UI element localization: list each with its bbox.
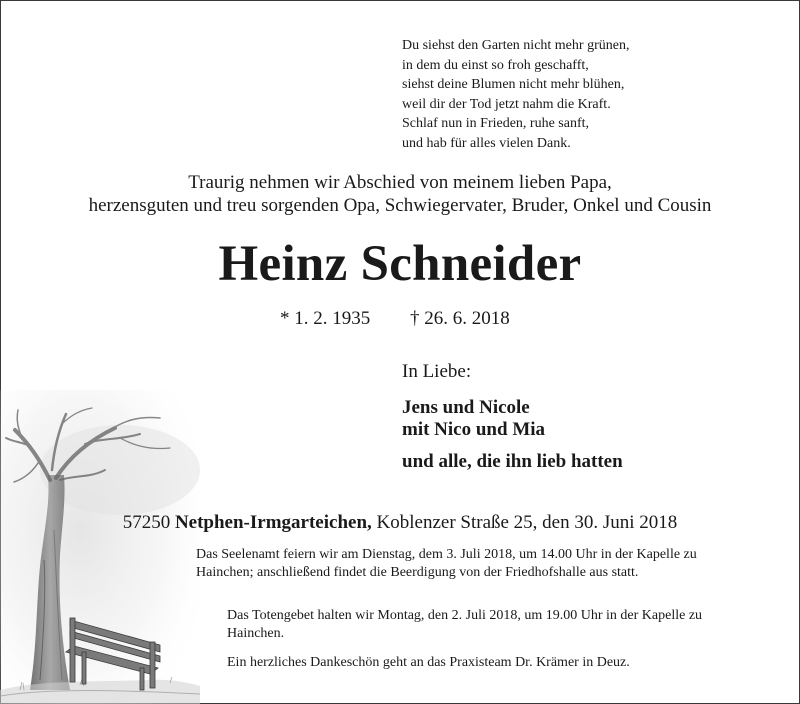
mourners-family <box>402 397 545 441</box>
address-line <box>0 512 800 534</box>
zip-code: 57250 <box>122 512 171 533</box>
prayer-notice: Das Totengebet halten wir Montag, den 2. Juli 2018, um 19.00 Uhr in der Kapelle zu Hainchen. <box>227 608 703 641</box>
poem-line: weil dir der Tod jetzt nahm die Kraft. <box>402 96 611 112</box>
mourner-line-2: mit Nico und Mia <box>402 419 546 440</box>
memorial-poem <box>402 36 629 153</box>
farewell-intro <box>0 171 800 217</box>
poem-line: und hab für alles vielen Dank. <box>402 135 571 151</box>
poem-line: Du siehst den Garten nicht mehr grünen, <box>402 38 630 53</box>
requiem-notice: Das Seelenamt feiern wir am Dienstag, dem 3. Juli 2018, um 14.00 Uhr in der Kapelle zu Hainchen; anschließend findet die Beerdigung von der Friedhofshalle aus statt. <box>196 547 697 580</box>
thanks-notice: Ein herzliches Dankeschön geht an das Praxisteam Dr. Krämer in Deuz. <box>227 655 630 670</box>
mourner-line-1: Jens und Nicole <box>402 397 530 418</box>
poem-line: Schlaf nun in Frieden, ruhe sanft, <box>402 116 590 131</box>
poem-line: in dem du einst so froh geschafft, <box>402 57 589 73</box>
poem-line: siehst deine Blumen nicht mehr blühen, <box>402 77 625 92</box>
birth-date: * 1. 2. 1935 <box>280 308 371 329</box>
death-date: † 26. 6. 2018 <box>410 308 510 329</box>
intro-line-1: Traurig nehmen wir Abschied von meinem lieben Papa, <box>188 172 612 193</box>
deceased-name: Heinz Schneider <box>218 236 582 292</box>
intro-line-2: herzensguten und treu sorgenden Opa, Schwiegervater, Bruder, Onkel und Cousin <box>88 195 712 216</box>
tree-and-bench-sketch-icon <box>0 390 200 704</box>
town-name: Netphen-Irmgarteichen, <box>174 512 372 533</box>
street-and-date: Koblenzer Straße 25, den 30. Juni 2018 <box>376 512 678 533</box>
in-love-label: In Liebe: <box>402 361 472 382</box>
all-who-loved-him: und alle, die ihn lieb hatten <box>402 451 623 472</box>
